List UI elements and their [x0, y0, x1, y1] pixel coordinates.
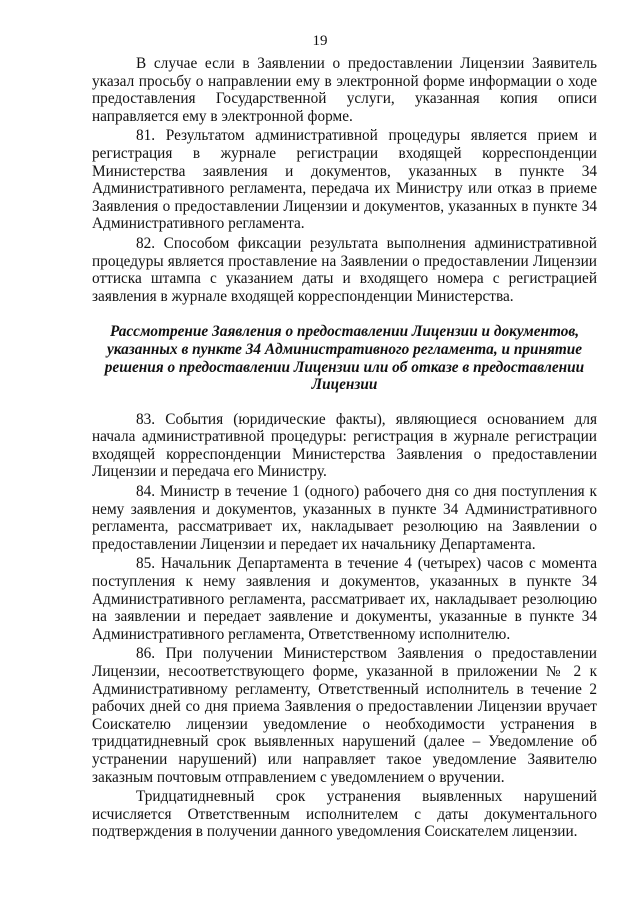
paragraph-86: 86. При получении Министерством Заявления о предоставлении Лицензии, несоответствующего форме, указанной в приложении № 2 к Административному регламенту, Ответственный исполнитель в течение 2 рабочих дней со дня приема Заявления о предоставлении Лицензии вручает Соискателю лицензии уведомление о необходимости устранения в тридцатидневный срок выявленных нарушений (далее – Уведомление об устранении нарушений) или направляет такое уведомление Заявителю заказным почтовым отправлением с уведомлением о вручении. — [92, 645, 597, 786]
paragraph-84: 84. Министр в течение 1 (одного) рабочего дня со дня поступления к нему заявления и документов, указанных в пункте 34 Административного регламента, рассматривает их, накладывает резолюцию на Заявлении о предоставлении Лицензии и передает их начальнику Департамента. — [92, 483, 597, 553]
paragraph-85: 85. Начальник Департамента в течение 4 (четырех) часов с момента поступления к нему заявления и документов, указанных в пункте 34 Административного регламента, рассматривает их, накладывает резолюцию на заявлении и передает заявление и документы, указанные в пункте 34 Административного регламента, Ответственному исполнителю. — [92, 555, 597, 643]
document-body — [92, 55, 597, 841]
paragraph-81: 81. Результатом административной процедуры является прием и регистрация в журнале регистрации входящей корреспонденции Министерства заявления и документов, указанных в пункте 34 Административного регламента, передача их Министру или отказ в приеме Заявления о предоставлении Лицензии и документов, указанных в пункте 34 Административного регламента. — [92, 127, 597, 233]
paragraph-82: 82. Способом фиксации результата выполнения административной процедуры является проставление на Заявлении о предоставлении Лицензии оттиска штампа с указанием даты и входящего номера с регистрацией заявления в журнале входящей корреспонденции Министерства. — [92, 234, 597, 305]
paragraph-thirty-day-term: Тридцатидневный срок устранения выявленных нарушений исчисляется Ответственным исполнителем с даты документального подтверждения в получении данного уведомления Соискателем лицензии. — [92, 788, 597, 841]
page-number: 19 — [312, 33, 328, 49]
section-heading: Рассмотрение Заявления о предоставлении Лицензии и документов, указанных в пункте 34 Административного регламента, и принятие решения о предоставлении Лицензии или об отказе в предоставлении Лицензии — [104, 323, 585, 394]
paragraph-83: 83. События (юридические факты), являющиеся основанием для начала административной процедуры: регистрация в журнале регистрации входящей корреспонденции Министерства Заявления о предоставлении Лицензии и передача его Министру. — [92, 410, 597, 481]
paragraph-electronic-copy: В случае если в Заявлении о предоставлении Лицензии Заявитель указал просьбу о направлении ему в электронной форме информации о ходе предоставления Государственной услуги, указанная копия описи направляется ему в электронной форме. — [92, 55, 597, 125]
